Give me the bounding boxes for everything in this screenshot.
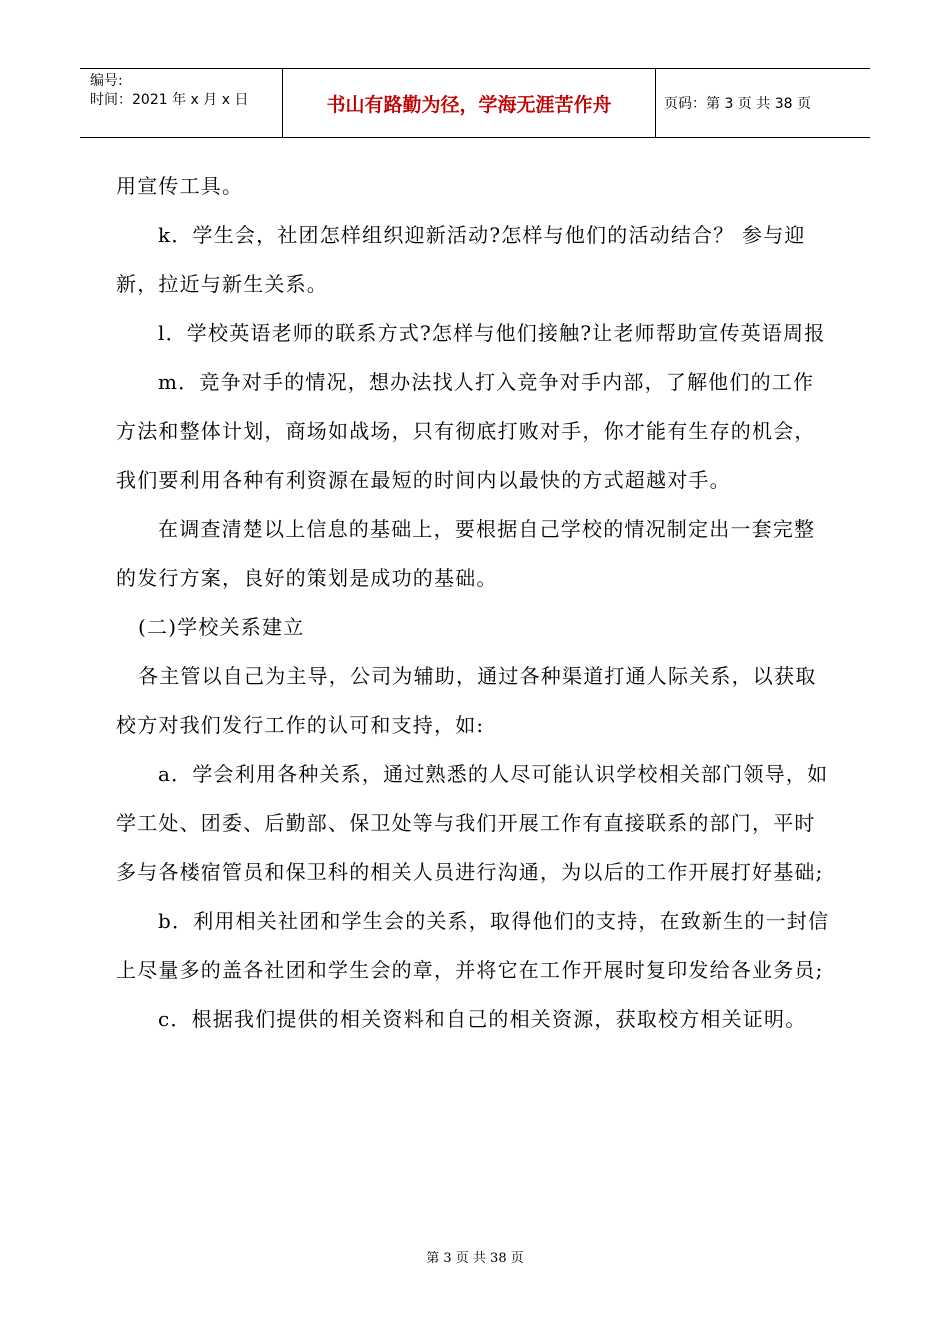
header-left-cell <box>80 69 282 137</box>
paragraph: k．学生会，社团怎样组织迎新活动?怎样与他们的活动结合？ 参与迎新，拉近与新生关系。 <box>116 223 806 296</box>
section-heading: (二)学校关系建立 <box>138 615 305 639</box>
paragraph: 在调查清楚以上信息的基础上，要根据自己学校的情况制定出一套完整的发行方案，良好的策划是成功的基础。 <box>116 517 816 590</box>
header-motto: 书山有路勤为径，学海无涯苦作舟 <box>282 69 656 137</box>
paragraph: a．学会利用各种关系，通过熟悉的人尽可能认识学校相关部门领导，如学工处、团委、后勤部、保卫处等与我们开展工作有直接联系的部门，平时多与各楼宿管员和保卫科的相关人员进行沟通，为以后的工作开展打好基础; <box>116 762 829 884</box>
paragraph: m．竞争对手的情况，想办法找人打入竞争对手内部，了解他们的工作方法和整体计划，商场如战场，只有彻底打败对手，你才能有生存的机会，我们要利用各种有利资源在最短的时间内以最快的方式超越对手。 <box>116 370 816 492</box>
number-label: 编号: <box>90 73 123 89</box>
paragraph: 用宣传工具。 <box>116 174 244 198</box>
document-header <box>80 68 870 138</box>
paragraph: c．根据我们提供的相关资料和自己的相关资源，获取校方相关证明。 <box>158 1007 807 1031</box>
page-footer: 第 3 页 共 38 页 <box>426 1251 524 1266</box>
document-body <box>116 162 834 1044</box>
header-page-info: 页码：第 3 页 共 38 页 <box>664 96 811 112</box>
paragraph: b．利用相关社团和学生会的关系，取得他们的支持，在致新生的一封信上尽量多的盖各社团和学生会的章，并将它在工作开展时复印发给各业务员; <box>116 909 830 982</box>
paragraph: l．学校英语老师的联系方式?怎样与他们接触?让老师帮助宣传英语周报 <box>158 321 826 345</box>
time-label: 时间：2021 年 x 月 x 日 <box>90 92 249 108</box>
paragraph: 各主管以自己为主导，公司为辅助，通过各种渠道打通人际关系，以获取校方对我们发行工作的认可和支持，如: <box>116 664 817 737</box>
